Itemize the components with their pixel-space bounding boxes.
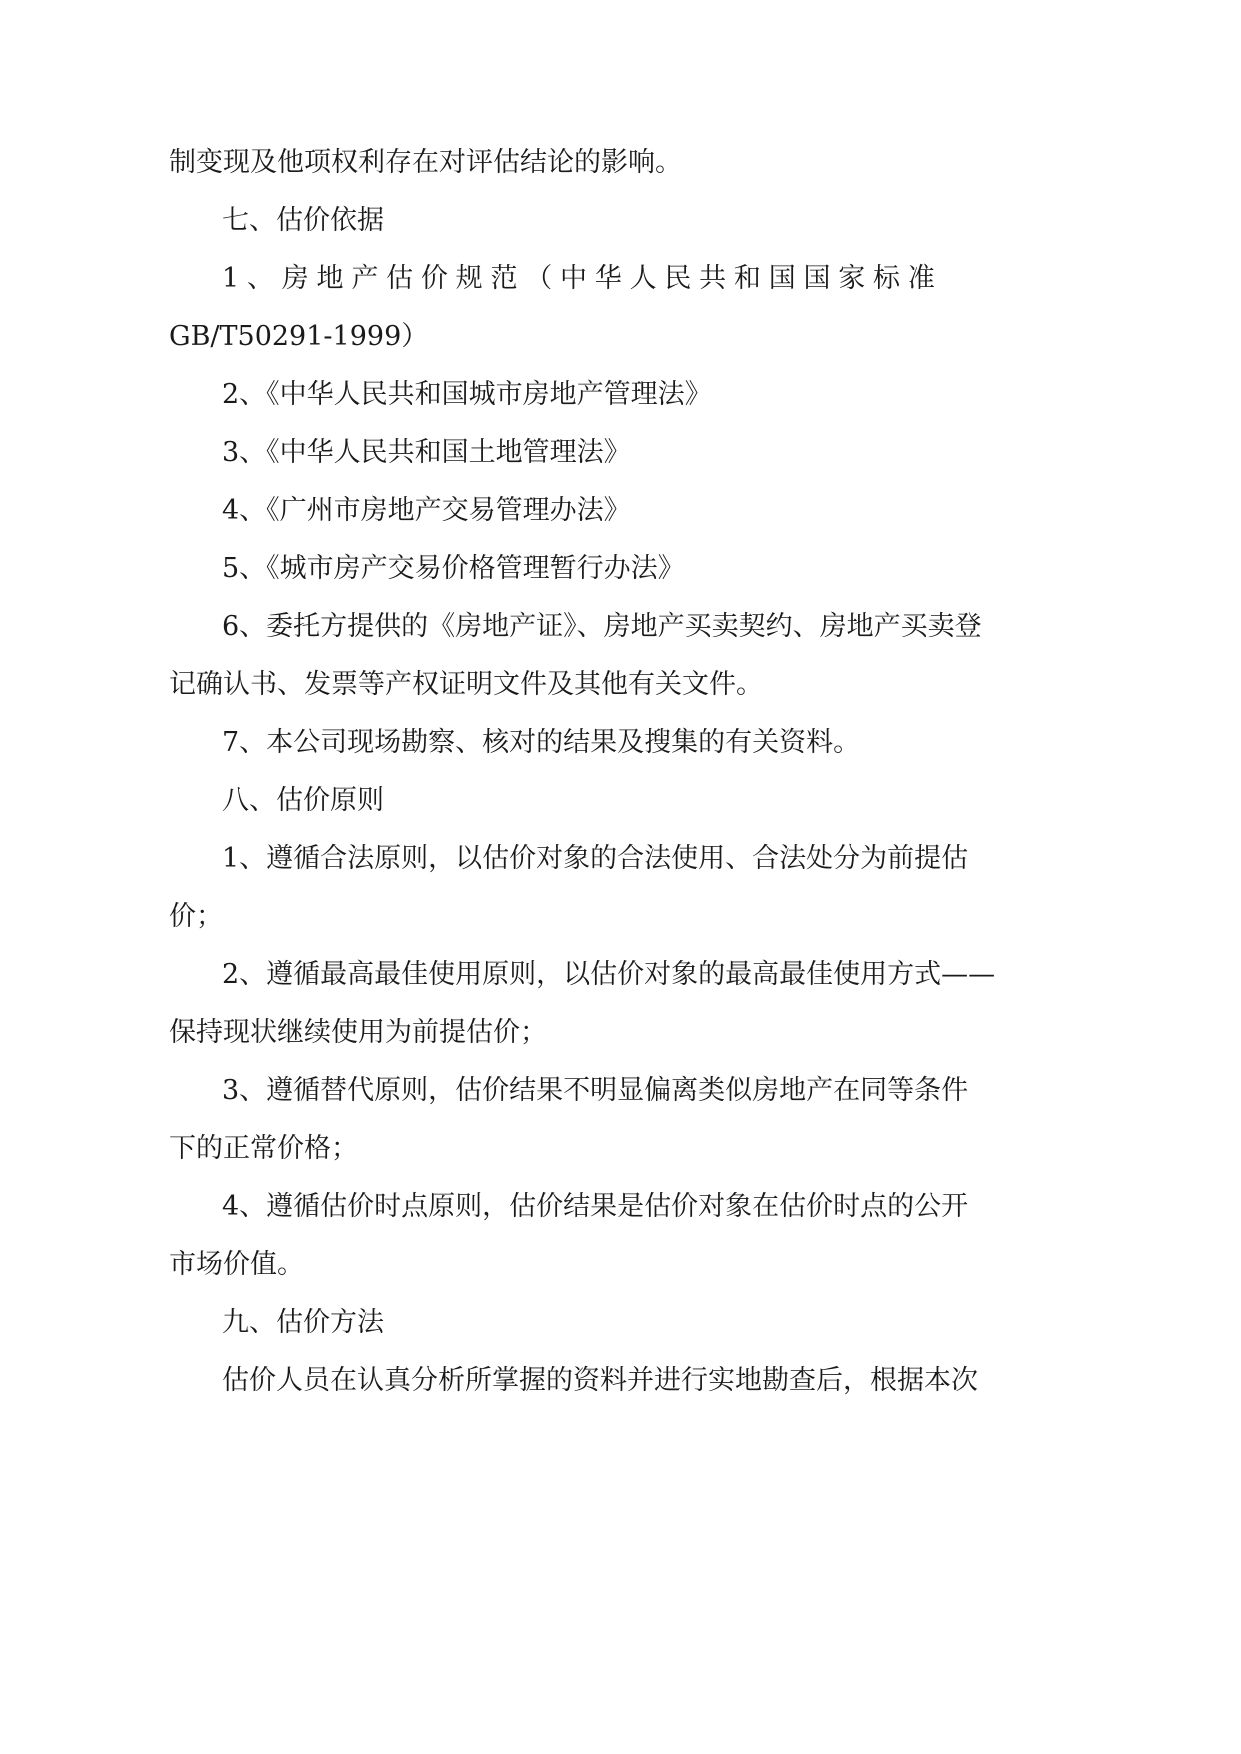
list-item-5: 5、《城市房产交易价格管理暂行办法》 (222, 553, 685, 584)
principle-item-2: 2、遵循最高最佳使用原则，以估价对象的最高最佳使用方式—— (222, 959, 996, 990)
list-item-4: 4、《广州市房地产交易管理办法》 (222, 495, 631, 526)
list-item-6: 6、委托方提供的《房地产证》、房地产买卖契约、房地产买卖登 (222, 611, 982, 642)
principle-item-1: 1、遵循合法原则，以估价对象的合法使用、合法处分为前提估 (222, 843, 969, 874)
list-item-2: 2、《中华人民共和国城市房地产管理法》 (222, 379, 712, 410)
paragraph-line-4: GB/T50291-1999） (169, 321, 429, 352)
paragraph-line-16: 保持现状继续使用为前提估价； (169, 1017, 547, 1048)
paragraph-line-1: 制变现及他项权利存在对评估结论的影响。 (169, 147, 682, 178)
section-heading-7: 七、估价依据 (222, 205, 384, 236)
paragraph-line-14: 价； (169, 901, 223, 932)
paragraph-line-22: 估价人员在认真分析所掌握的资料并进行实地勘查后，根据本次 (222, 1365, 978, 1396)
list-item-3: 3、《中华人民共和国土地管理法》 (222, 437, 631, 468)
list-item-7: 7、本公司现场勘察、核对的结果及搜集的有关资料。 (222, 727, 861, 758)
section-heading-8: 八、估价原则 (222, 785, 384, 816)
section-heading-9: 九、估价方法 (222, 1307, 384, 1338)
paragraph-line-3: 1 、 房 地 产 估 价 规 范 （ 中 华 人 民 共 和 国 国 家 标 准 (222, 263, 935, 294)
principle-item-3: 3、遵循替代原则，估价结果不明显偏离类似房地产在同等条件 (222, 1075, 969, 1106)
paragraph-line-18: 下的正常价格； (169, 1133, 358, 1164)
paragraph-line-20: 市场价值。 (169, 1249, 304, 1280)
principle-item-4: 4、遵循估价时点原则，估价结果是估价对象在估价时点的公开 (222, 1191, 969, 1222)
paragraph-line-10: 记确认书、发票等产权证明文件及其他有关文件。 (169, 669, 763, 700)
